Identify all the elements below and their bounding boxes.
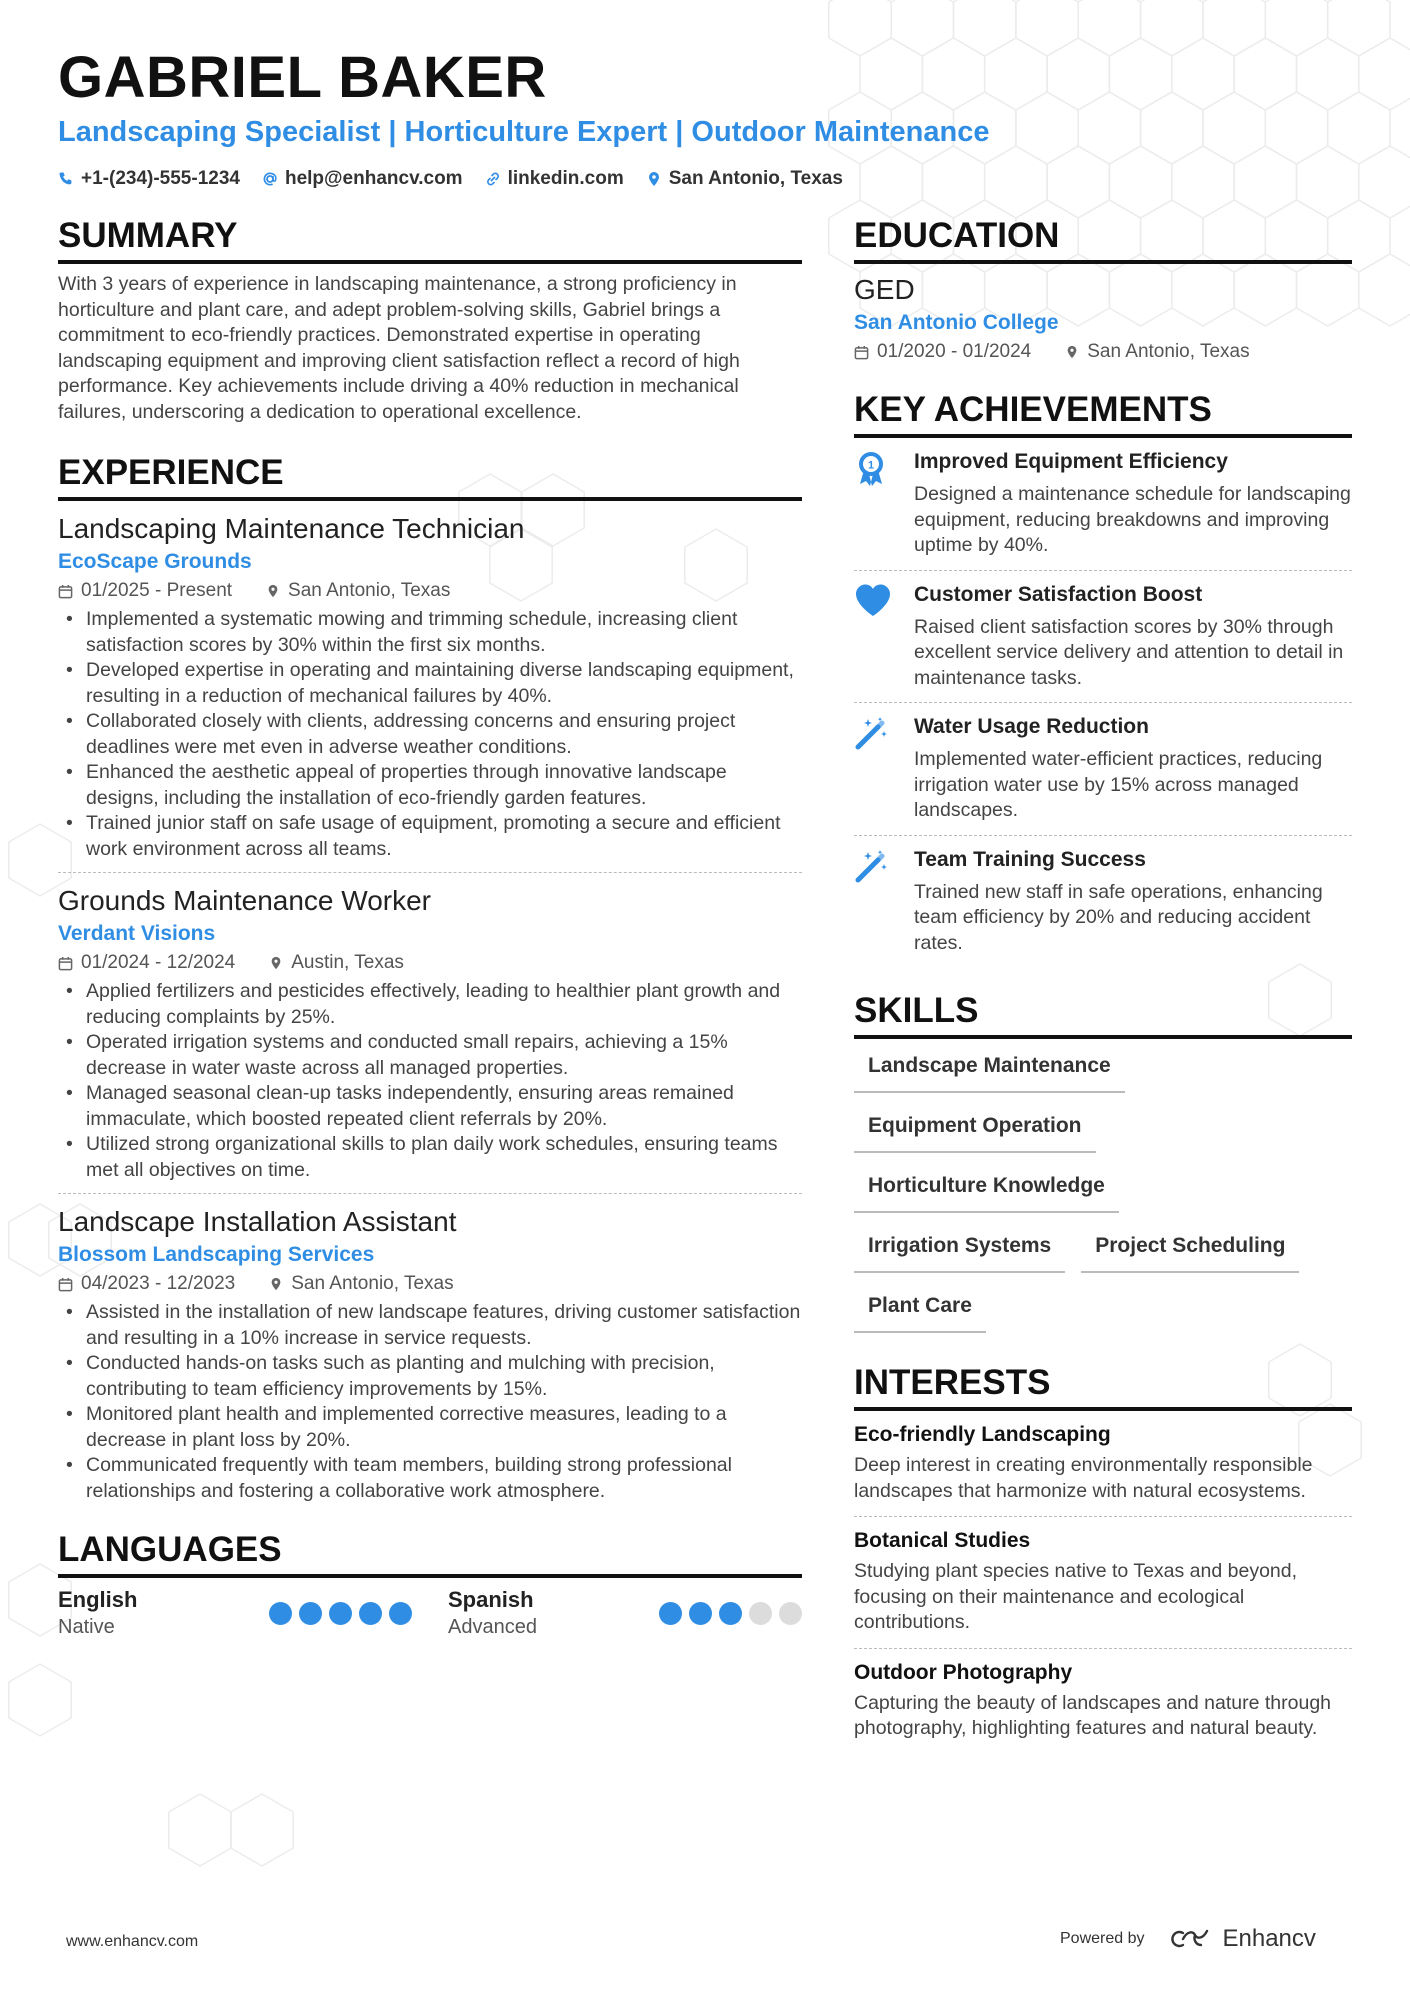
phone-icon [58,171,74,187]
left-column [58,214,802,1640]
achievement-text: Implemented water-efficient practices, reducing irrigation water use by 15% across managed landscapes. [914,748,1323,821]
job-bullet: • Communicated frequently with team members, building strong professional relationships and fostering a collaborative work atmosphere. [58,1453,802,1504]
job-bullet: • Implemented a systematic mowing and trimming schedule, increasing client satisfaction scores by 30% within the first six months. [58,607,802,658]
job-dates [58,1270,235,1298]
education-meta [854,338,1352,366]
job-location-text: San Antonio, Texas [288,580,451,601]
link-icon [485,171,501,187]
right-column [854,214,1352,1754]
rating-dot-filled [299,1602,322,1625]
job-title: Landscape Installation Assistant [58,1206,457,1237]
contact-phone[interactable] [58,168,240,190]
job-bullet: • Conducted hands-on tasks such as planting and mulching with precision, contributing to team efficiency improvements by 15%. [58,1351,802,1402]
company-name: EcoScape Grounds [58,550,252,573]
achievement-text: Raised client satisfaction scores by 30% through excellent service delivery and attention to detail in maintenance tasks. [914,615,1344,689]
job-meta [58,1270,802,1298]
job-entry [58,501,802,873]
job-title: Landscaping Maintenance Technician [58,513,525,544]
language-name: Spanish [448,1587,534,1612]
phone-text: +1-(234)-555-1234 [81,168,240,189]
company-name: Blossom Landscaping Services [58,1243,375,1266]
skills-section [854,989,1352,1333]
job-entry [58,873,802,1194]
achievement-item [854,836,1352,968]
skill-tag: Irrigation Systems [854,1231,1065,1273]
enhancv-logo-icon [1169,1927,1215,1951]
language-item [448,1586,802,1640]
email-text: help@enhancv.com [284,168,463,189]
job-bullet: • Assisted in the installation of new landscape features, driving customer satisfaction and resulting in a 10% increase in service requests. [58,1300,802,1351]
languages-section [58,1528,802,1640]
contact-email[interactable] [262,168,463,190]
job-bullet: • Developed expertise in operating and maintaining diverse landscaping equipment, resulting in a reduction of mechanical failures by 40%. [58,658,802,709]
language-level: Native [58,1616,115,1638]
interest-title: Outdoor Photography [854,1660,1073,1684]
skills-heading: SKILLS [854,989,1352,1039]
magic-wand-icon [854,846,896,957]
heart-icon [854,581,896,692]
achievement-title: Water Usage Reduction [914,715,1149,738]
experience-heading: EXPERIENCE [58,451,802,501]
calendar-icon [58,1277,73,1292]
skill-tag: Equipment Operation [854,1111,1096,1153]
rating-dot-empty [779,1602,802,1625]
brand-name: Enhancv [1222,1925,1316,1952]
language-list [58,1586,802,1640]
rating-dot-filled [659,1602,682,1625]
interest-item [854,1517,1352,1649]
job-bullet: • Utilized strong organizational skills to plan daily work schedules, ensuring teams met all objectives on time. [58,1132,802,1183]
education-dates-text: 01/2020 - 01/2024 [877,341,1032,362]
job-entry [58,1194,802,1514]
experience-section [58,451,802,1514]
job-meta [58,949,802,977]
language-rating [269,1602,412,1625]
interest-item [854,1411,1352,1517]
job-dates [58,577,232,605]
school-name: San Antonio College [854,311,1059,334]
achievement-text: Designed a maintenance schedule for landscaping equipment, reducing breakdowns and improving uptime by 40%. [914,483,1351,556]
footer-website[interactable]: www.enhancv.com [66,1933,199,1950]
job-bullet: • Managed seasonal clean-up tasks independently, ensuring areas remained immaculate, which boosted repeated client referrals by 20%. [58,1081,802,1132]
achievement-item [854,571,1352,704]
education-location [1065,338,1249,366]
map-pin-icon [269,955,283,971]
rating-dot-empty [749,1602,772,1625]
job-dates [58,949,235,977]
job-bullet: • Operated irrigation systems and conducted small repairs, achieving a 15% decrease in water waste across all managed properties. [58,1030,802,1081]
achievement-text: Trained new staff in safe operations, enhancing team efficiency by 20% and reducing accident rates. [914,880,1323,954]
degree: GED [854,274,915,305]
skill-list [854,1051,1352,1333]
job-bullet: • Applied fertilizers and pesticides effectively, leading to healthier plant growth and reducing complaints by 25%. [58,979,802,1030]
job-bullets [58,1300,802,1504]
achievement-item [854,703,1352,836]
rating-dot-filled [329,1602,352,1625]
award-ribbon-icon [854,448,896,559]
education-heading: EDUCATION [854,214,1352,264]
at-sign-icon [262,171,278,187]
language-item [58,1586,412,1640]
candidate-title: Landscaping Specialist | Horticulture Expert | Outdoor Maintenance [58,116,990,148]
job-dates-text: 01/2024 - 12/2024 [81,952,236,973]
summary-section [58,214,802,425]
experience-list [58,501,802,1514]
summary-text: With 3 years of experience in landscaping maintenance, a strong proficiency in horticulture and plant care, and adept problem-solving skills, Gabriel brings a commitment to eco-friendly practices. Demonstrated expertise in operating landscaping equipment and improving client satisfaction reflect a record of high performance. Key achievements include driving a 40% reduction in mechanical failures, underscoring a dedication to operational excellence. [58,273,740,423]
map-pin-icon [1065,344,1079,360]
skill-tag: Horticulture Knowledge [854,1171,1119,1213]
interests-heading: INTERESTS [854,1361,1352,1411]
skill-tag: Landscape Maintenance [854,1051,1125,1093]
interest-title: Eco-friendly Landscaping [854,1423,1111,1446]
contact-location [646,168,843,190]
language-rating [659,1602,802,1625]
summary-heading: SUMMARY [58,214,802,264]
job-location [266,577,450,605]
svg-text:1: 1 [867,459,875,472]
map-pin-icon [646,171,662,187]
linkedin-text: linkedin.com [507,168,624,189]
job-location-text: San Antonio, Texas [291,1273,454,1294]
job-bullet: • Monitored plant health and implemented corrective measures, leading to a decrease in plant loss by 20%. [58,1402,802,1453]
calendar-icon [854,345,869,360]
interests-section [854,1361,1352,1754]
achievements-section [854,388,1352,967]
location-text: San Antonio, Texas [668,168,843,189]
language-level: Advanced [448,1616,537,1638]
job-bullet: • Collaborated closely with clients, addressing concerns and ensuring project deadlines were met even in adverse weather conditions. [58,709,802,760]
interest-text: Deep interest in creating environmentally responsible landscapes that harmonize with natural ecosystems. [854,1454,1313,1502]
education-section [854,214,1352,366]
magic-wand-icon [854,713,896,824]
education-dates [854,338,1031,366]
job-title: Grounds Maintenance Worker [58,885,431,916]
rating-dot-filled [719,1602,742,1625]
job-location [269,949,404,977]
job-bullet: • Enhanced the aesthetic appeal of properties through innovative landscape designs, including the installation of eco-friendly garden features. [58,760,802,811]
powered-by-label: Powered by [1060,1930,1145,1947]
rating-dot-filled [269,1602,292,1625]
achievements-heading: KEY ACHIEVEMENTS [854,388,1352,438]
job-location [269,1270,453,1298]
job-location-text: Austin, Texas [291,952,404,973]
map-pin-icon [266,583,280,599]
languages-heading: LANGUAGES [58,1528,802,1578]
enhancv-logo[interactable] [1169,1925,1316,1953]
company-name: Verdant Visions [58,922,216,945]
rating-dot-filled [389,1602,412,1625]
rating-dot-filled [359,1602,382,1625]
job-bullet: • Trained junior staff on safe usage of equipment, promoting a secure and efficient work environment across all teams. [58,811,802,862]
calendar-icon [58,956,73,971]
achievement-title: Improved Equipment Efficiency [914,450,1228,473]
candidate-name: GABRIEL BAKER [58,45,547,110]
skill-tag: Plant Care [854,1291,986,1333]
job-dates-text: 04/2023 - 12/2023 [81,1273,236,1294]
map-pin-icon [269,1276,283,1292]
interest-item [854,1649,1352,1754]
job-meta [58,577,802,605]
interest-text: Capturing the beauty of landscapes and nature through photography, highlighting features and natural beauty. [854,1691,1332,1739]
achievement-title: Team Training Success [914,847,1146,871]
language-name: English [58,1587,138,1612]
job-bullets [58,607,802,862]
calendar-icon [58,584,73,599]
achievement-item [854,438,1352,571]
achievement-title: Customer Satisfaction Boost [914,582,1203,606]
interest-title: Botanical Studies [854,1529,1031,1552]
interest-text: Studying plant species native to Texas and beyond, focusing on their maintenance and ecological contributions. [854,1560,1298,1633]
rating-dot-filled [689,1602,712,1625]
contact-bar [58,168,843,190]
skill-tag: Project Scheduling [1081,1231,1299,1273]
contact-linkedin[interactable] [485,168,624,190]
education-location-text: San Antonio, Texas [1087,341,1250,362]
job-bullets [58,979,802,1183]
footer-branding [1060,1925,1316,1953]
job-dates-text: 01/2025 - Present [81,580,233,601]
